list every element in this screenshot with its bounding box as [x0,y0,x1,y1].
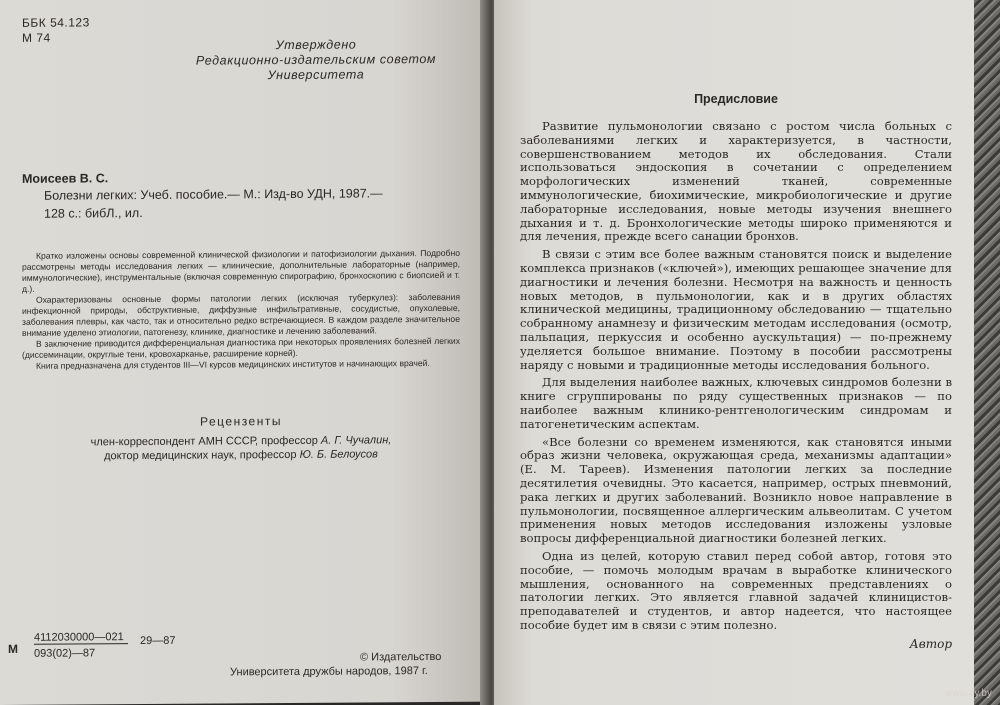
abstract-paragraph: В заключение приводится дифференциальная диагностика при некоторых проявлениях болезней легких (диссеминации, округлые тени, кровохарканье, расширение корней). [22,335,460,360]
catalog-letter: М [8,641,18,656]
catalog-code: 093(02)—87 [34,647,96,660]
preface-paragraph: В связи с этим все более важным становятся поиск и выделение комплекса признаков («ключей»), имеющих решающее значение для диагностики и лечения болезни. Несмотря на важность и ценность новых методов, в пульмонологии, как и в других областях клинической медицины, традиционному обследованию — тщательно собранному анамнезу и физическим методам исследования (осмотр, пальпация, перкуссия и особенно аускультация) — по-прежнему уделяется большое внимание. Поэтому в пособии рассмотрены наряду с новыми и традиционные методы исследования больного. [520,247,952,372]
approval-line: Редакционно-издательским советом [195,51,437,68]
abstract-paragraph: Книга предназначена для студентов III—VI курсов медицинских институтов и начинающих врачей. [36,357,430,371]
reviewer [22,447,460,464]
copyright-line: © Издательство [360,650,442,664]
biblio-line: Болезни легких: Учеб. пособие.— М.: Изд-во УДН, 1987.— [44,186,383,203]
author-mark: М 74 [22,30,51,45]
preface-title: Предисловие [694,92,778,106]
abstract [22,248,460,372]
reviewer-name: А. Г. Чучалин, [320,434,392,447]
left-page [0,0,488,705]
publisher-line: Университета дружбы народов, 1987 г. [230,665,428,679]
watermark: www.ay.by [944,688,992,699]
preface-paragraph: Развитие пульмонологии связано с ростом числа больных с заболеваниями легких и характеризуется, в частности, совершенствованием методов их обследования. Стали использоваться эндоскопия в сочетании с определением морфологических изменений тканей, современные иммунологические, биохимические, микробиологические и другие лабораторные исследования, новые методы изучения внешнего дыхания и т. д. Бронхологические методы широко применяются и для лечения, прежде всего санации бронхов. [520,119,952,244]
reviewer-role: доктор медицинских наук, профессор [104,448,297,463]
right-page [494,0,974,705]
approval-note [172,37,460,84]
colophon [8,629,478,679]
bbk-code: ББК 54.123 [22,15,90,30]
preface-paragraph: Для выделения наиболее важных, ключевых синдромов болезни в книге сгруппированы по ряду существенных признаков — по наиболее важным клинико-рентгенологическим синдромам и патогенетическим аспектам. [520,375,952,431]
reviewers-list [22,433,460,464]
approval-line: Университета [267,67,365,83]
approval-line: Утверждено [275,37,357,53]
biblio-line: 128 с.: бибЛ., ил. [44,206,143,221]
preface-signature: Автор [909,636,952,651]
catalog-code: 4112030000—021 [34,631,128,645]
author-name: Моисеев В. С. [22,171,109,186]
page-edge-background [974,0,1000,705]
preface-paragraph: Одна из целей, которую ставил перед собой автор, готовя это пособие, — помочь молодым врачам в выработке клинического мышления, основанного на современных представлениях о патологии легких. Это является главной задачей клиницистов-преподавателей и студентов, и автор надеется, что настоящее пособие будет им в связи с этим полезно. [520,548,952,632]
preface-text [520,120,952,633]
catalog-code: 29—87 [140,634,176,648]
abstract-paragraph: Охарактеризованы основные формы патологии легких (исключая туберкулез): заболевания инфекционной природы, обструктивные, диффузные инфильтративные, сосудистые, опухолевые, заболевания плевры, как часто, так и относительно редко встречающиеся. В каждом разделе значительное внимание уделено этиологии, патогенезу, клинике, диагностике и лечению заболеваний. [22,291,460,338]
reviewer-role: член-корреспондент АМН СССР, профессор [90,434,318,449]
bibliographic-record [22,184,460,223]
reviewers-title: Рецензенты [200,414,282,429]
abstract-paragraph: Кратко изложены основы современной клинической физиологии и патофизиологии дыхания. Подробно рассмотрены методы исследования легких — клинические, дополнительные лабораторные (например, иммунологические), инструментальные (включая современную спирографию, бронхоскопию с биопсией и т. д.). [22,247,460,294]
reviewer-name: Ю. Б. Белоусов [299,448,378,461]
preface-paragraph: «Все болезни со временем изменяются, как становятся иными образ жизни человека, окружающая среда, механизмы адаптации» (Е. М. Тареев). Изменения патологии легких за последние десятилетия очевидны. Это касается, например, острых пневмоний, рака легких и других заболеваний. Возникло новое направление в пульмонологии, посвященное аллергическим альвеолитам. С учетом применения новых методов исследования изложены узловые вопросы дифференциальной диагностики болезней легких. [520,434,952,546]
